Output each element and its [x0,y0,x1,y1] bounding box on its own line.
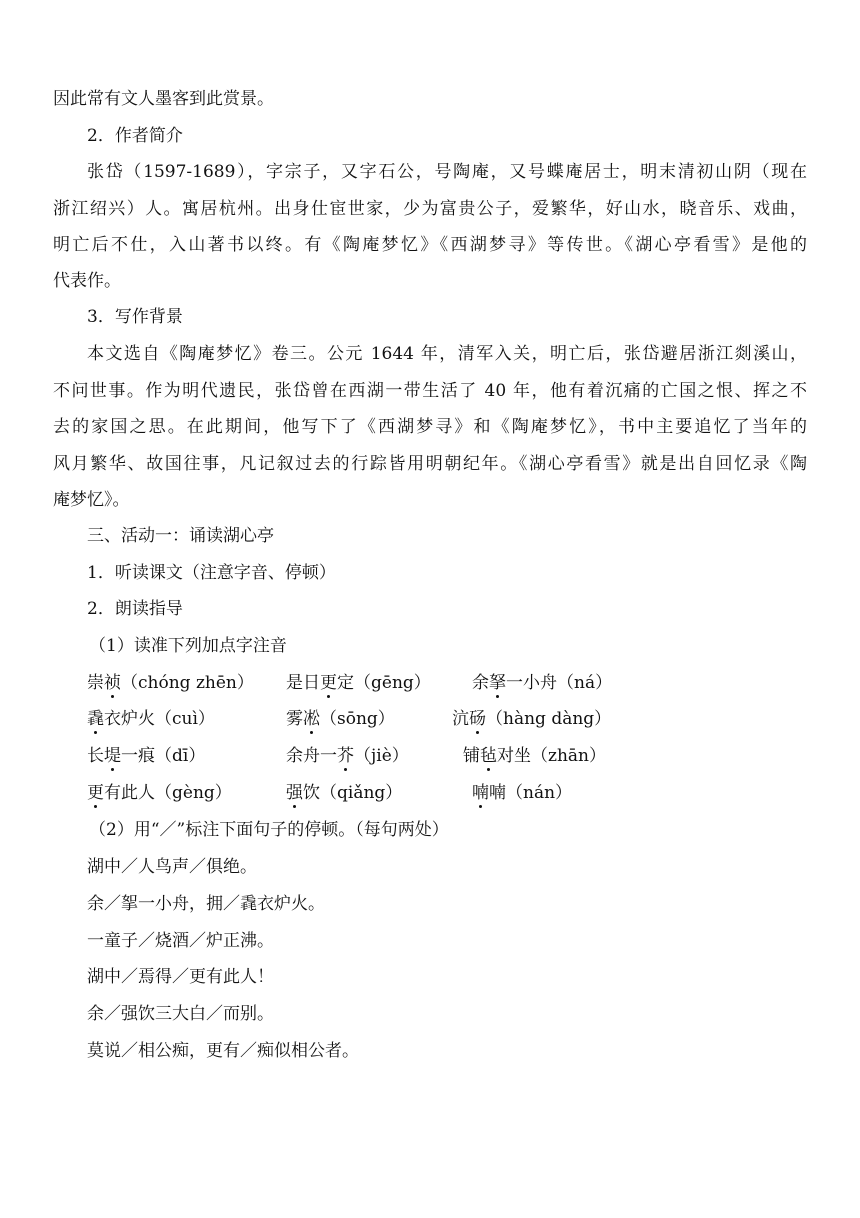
sentence: 湖中／人鸟声／俱绝。 [87,857,257,877]
section-heading: 三、活动一：诵读湖心亭 [87,526,274,546]
text-line: 张岱（1597-1689），字宗子，又字石公，号陶庵，又号蝶庵居士，明末清初山阴（现在 [87,162,807,182]
text-line: （2）用“／”标注下面句子的停顿。（每句两处） [89,820,449,840]
pinyin-row [0,672,860,694]
text-line: 1．听读课文（注意字音、停顿） [87,563,336,583]
pinyin-item: 毳衣炉火（cuì） [87,709,215,729]
pinyin-item: 更有此人（gèng） [87,783,232,803]
text-line: 庵梦忆》。 [53,490,130,510]
pinyin-item: 雾凇（sōng） [286,709,395,729]
sentence: 一童子／烧酒／炉正沸。 [87,931,274,951]
pinyin-item: 崇祯（chóng zhēn） [87,673,254,693]
text-line: 代表作。 [53,271,121,291]
pinyin-item: 余舟一芥（jiè） [286,746,409,766]
text-line: 因此常有文人墨客到此赏景。 [53,89,274,109]
pinyin-item: 长堤一痕（dī） [87,746,206,766]
sentence: 余／挐一小舟，拥／毳衣炉火。 [87,894,325,914]
text-line: 明亡后不仕，入山著书以终。有《陶庵梦忆》《西湖梦寻》等传世。《湖心亭看雪》是他的 [53,235,807,255]
section-heading: 3．写作背景 [87,307,183,327]
pinyin-item: 沆砀（hàng dàng） [452,709,612,729]
pinyin-item: 是日更定（gēng） [286,673,431,693]
text-line: 风月繁华、故国往事，凡记叙过去的行踪皆用明朝纪年。《湖心亭看雪》就是出自回忆录《陶 [53,454,807,474]
text-line: 2．朗读指导 [87,599,183,619]
pinyin-item: 余拏一小舟（ná） [472,673,613,693]
text-line: 去的家国之思。在此期间，他写下了《西湖梦寻》和《陶庵梦忆》，书中主要追忆了当年的 [53,417,807,437]
sentence: 莫说／相公痴，更有／痴似相公者。 [87,1041,359,1061]
pinyin-item: 强饮（qiǎng） [286,783,403,803]
text-line: （1）读准下列加点字注音 [89,636,287,656]
text-line: 浙江绍兴）人。寓居杭州。出身仕宦世家，少为富贵公子，爱繁华，好山水，晓音乐、戏曲， [53,199,807,219]
pinyin-row [0,745,860,767]
sentence: 余／强饮三大白／而别。 [87,1004,274,1024]
pinyin-row [0,782,860,804]
sentence: 湖中／焉得／更有此人！ [87,967,274,987]
pinyin-item: 喃喃（nán） [472,783,573,803]
pinyin-row [0,708,860,730]
text-line: 不问世事。作为明代遗民，张岱曾在西湖一带生活了 40 年，他有着沉痛的亡国之恨、挥之不 [53,381,807,401]
section-heading: 2．作者简介 [87,126,183,146]
pinyin-item: 铺毡对坐（zhān） [463,746,606,766]
text-line: 本文选自《陶庵梦忆》卷三。公元 1644 年，清军入关，明亡后，张岱避居浙江剡溪山， [87,344,807,364]
